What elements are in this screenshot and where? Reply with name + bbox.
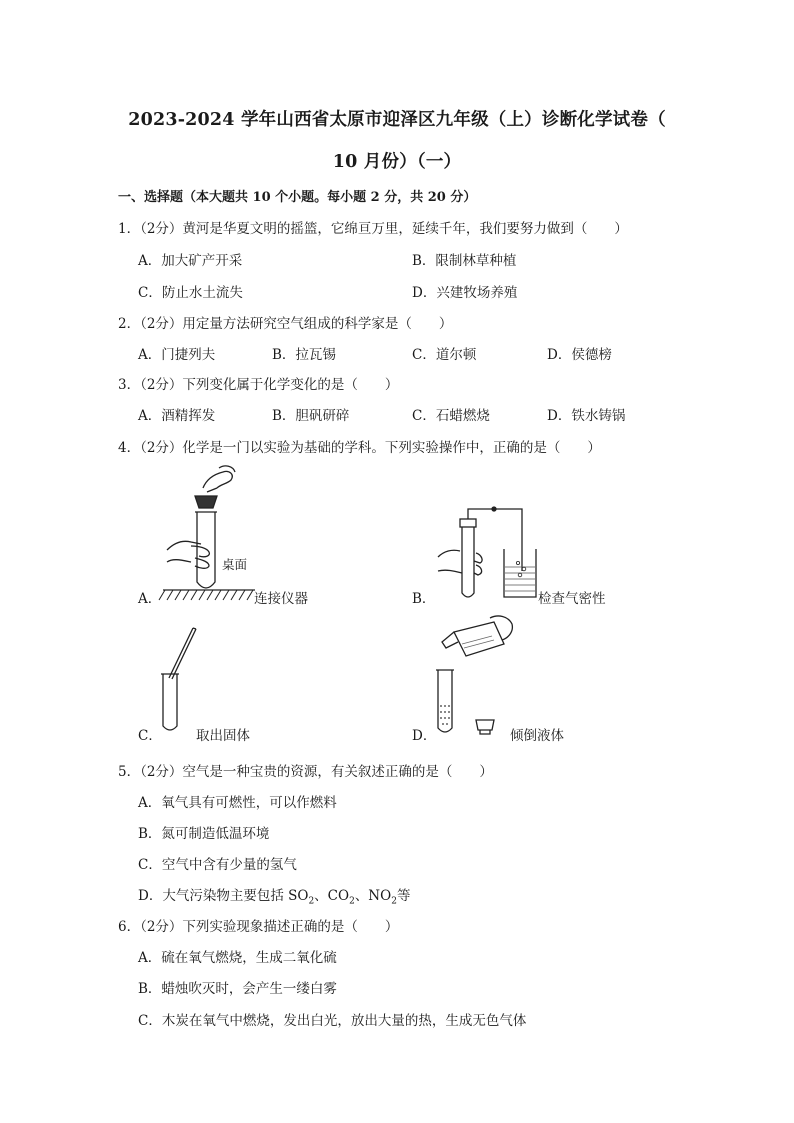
figure-c-take-solid — [155, 622, 205, 740]
question-1-stem: 1．（2分）黄河是华夏文明的摇篮，它绵亘万里，延续千年，我们要努力做到（ ） — [118, 221, 628, 237]
q2-option-b[interactable]: B．拉瓦锡 — [272, 347, 336, 363]
q2-option-a[interactable]: A．门捷列夫 — [138, 347, 216, 363]
q6-option-b[interactable]: B．蜡烛吹灭时，会产生一缕白雾 — [138, 981, 337, 997]
q5-option-a[interactable]: A．氧气具有可燃性，可以作燃料 — [138, 795, 337, 811]
q6-option-a[interactable]: A．硫在氧气燃烧，生成二氧化硫 — [138, 950, 337, 966]
q4-caption-b: 检查气密性 — [538, 591, 606, 607]
q3-option-c[interactable]: C．石蜡燃烧 — [412, 408, 490, 424]
q5-option-b[interactable]: B．氮可制造低温环境 — [138, 826, 270, 842]
question-5-stem: 5．（2分）空气是一种宝贵的资源，有关叙述正确的是（ ） — [118, 764, 493, 780]
exam-title-line1: 2023-2024 学年山西省太原市迎泽区九年级（上）诊断化学试卷（ — [128, 110, 666, 130]
question-4-stem: 4．（2分）化学是一门以实验为基础的学科。下列实验操作中，正确的是（ ） — [118, 440, 601, 456]
exam-title-line2: 10 月份）（一） — [332, 152, 462, 172]
desk-label: 桌面 — [222, 557, 248, 572]
q4-caption-c: 取出固体 — [196, 728, 250, 744]
figure-d-pour-liquid — [432, 614, 522, 744]
q3-option-d[interactable]: D．铁水铸锅 — [547, 408, 626, 424]
figure-a-connect-apparatus — [155, 462, 265, 604]
q3-option-a[interactable]: A．酒精挥发 — [138, 408, 216, 424]
q4-caption-d: 倾倒液体 — [510, 728, 564, 744]
question-2-stem: 2．（2分）用定量方法研究空气组成的科学家是（ ） — [118, 316, 453, 332]
q1-option-c[interactable]: C．防止水土流失 — [138, 285, 243, 301]
q1-option-d[interactable]: D．兴建牧场养殖 — [412, 285, 518, 301]
q3-option-b[interactable]: B．胆矾研碎 — [272, 408, 350, 424]
q6-option-c[interactable]: C．木炭在氧气中燃烧，发出白光，放出大量的热，生成无色气体 — [138, 1013, 527, 1029]
q1-option-b[interactable]: B．限制林草种植 — [412, 253, 517, 269]
q4-caption-a: 连接仪器 — [254, 591, 308, 607]
figure-b-airtightness-check — [432, 505, 542, 605]
q4-option-a[interactable]: A． — [138, 591, 162, 607]
q4-option-b[interactable]: B． — [412, 591, 436, 607]
q5-option-c[interactable]: C．空气中含有少量的氢气 — [138, 857, 297, 873]
section-heading: 一、选择题（本大题共 10 个小题。每小题 2 分，共 20 分） — [118, 190, 477, 205]
q5-option-d[interactable]: D．大气污染物主要包括 $SO_2$、$CO_2$、$NO_2$等 — [138, 888, 411, 907]
q2-option-d[interactable]: D．侯德榜 — [547, 347, 612, 363]
question-3-stem: 3．（2分）下列变化属于化学变化的是（ ） — [118, 377, 399, 393]
q4-option-c[interactable]: C． — [138, 728, 162, 744]
q1-option-a[interactable]: A．加大矿产开采 — [138, 253, 243, 269]
q2-option-c[interactable]: C．道尔顿 — [412, 347, 477, 363]
question-6-stem: 6．（2分）下列实验现象描述正确的是（ ） — [118, 919, 399, 935]
q4-option-d[interactable]: D． — [412, 728, 437, 744]
